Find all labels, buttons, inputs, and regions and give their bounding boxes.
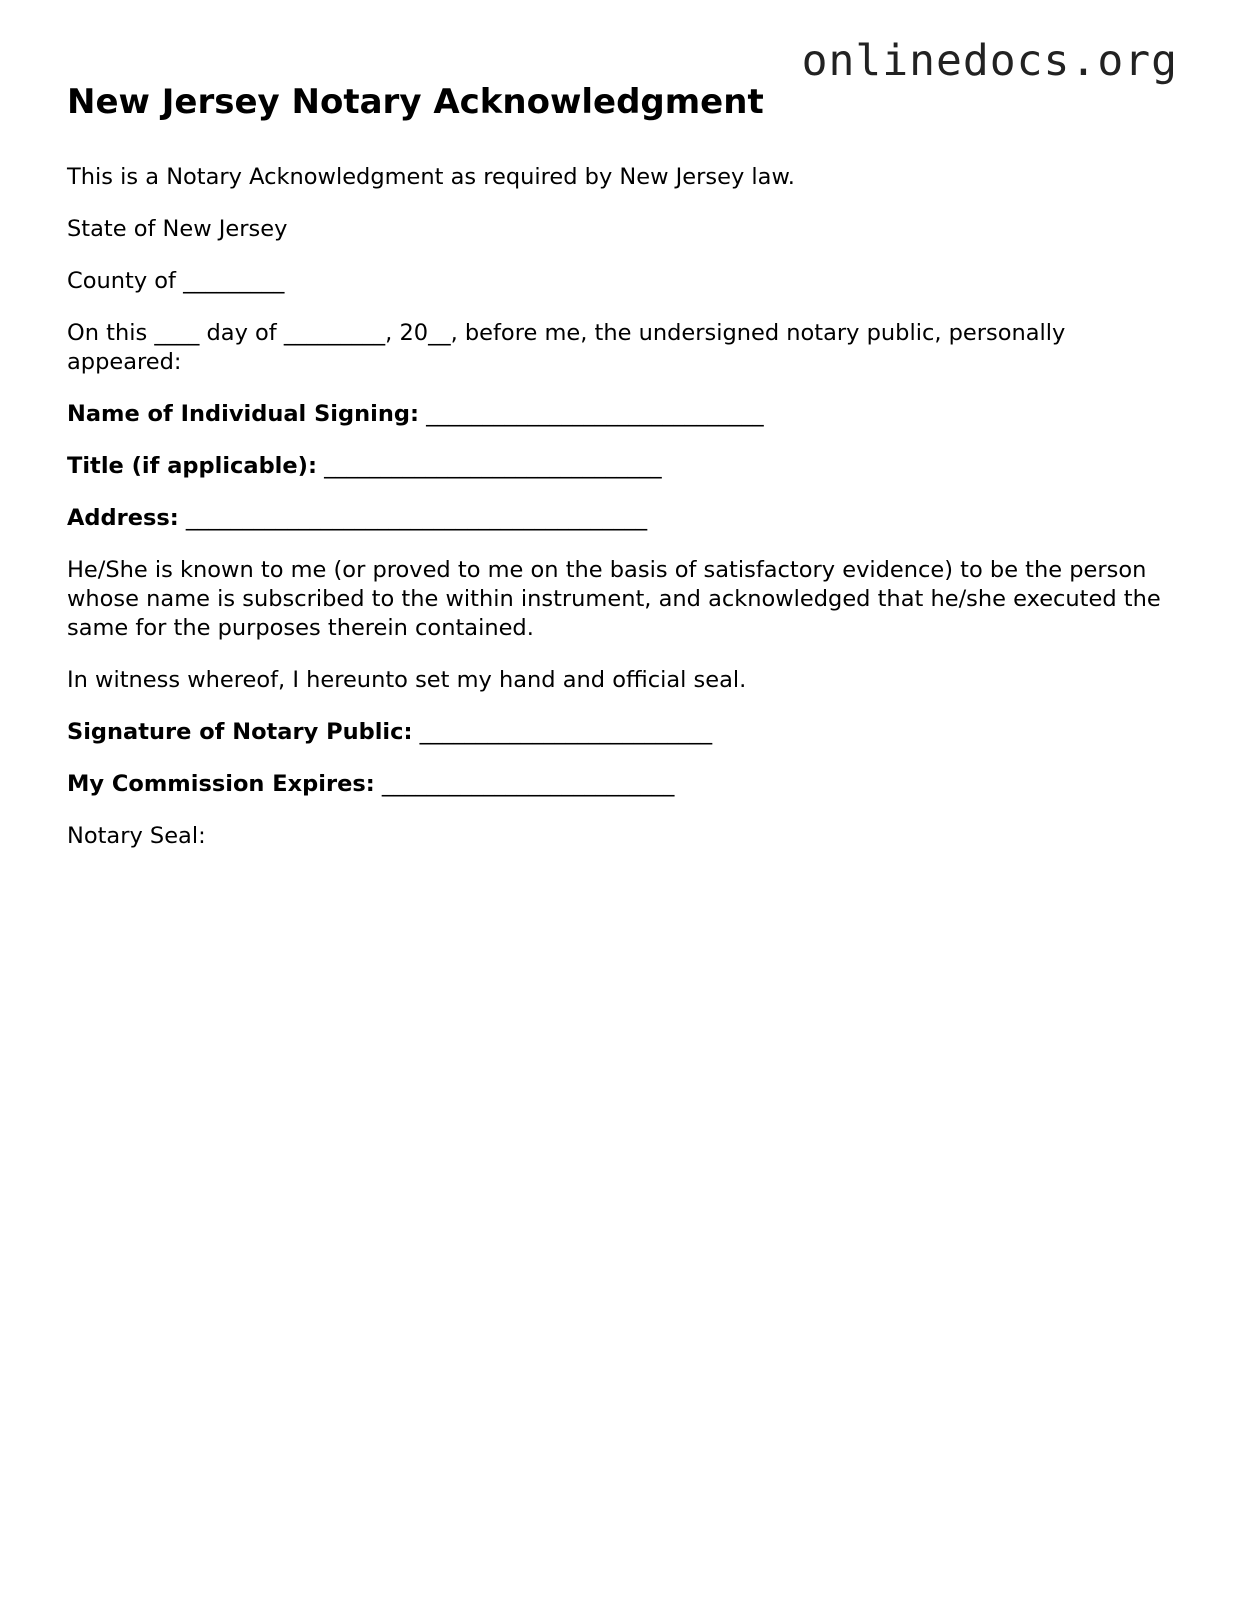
title-blank: ______________________________: [324, 452, 662, 479]
witness-text: In witness whereof, I hereunto set my hand and official seal.: [67, 666, 747, 693]
state-line: State of New Jersey: [67, 215, 288, 242]
day-blank: ____: [154, 319, 200, 346]
commission-blank: __________________________: [381, 770, 675, 797]
page-title: New Jersey Notary Acknowledgment: [67, 82, 764, 122]
appearance-line: [67, 319, 1177, 377]
notary-signature-line: [67, 718, 1177, 747]
address-field-line: [67, 504, 1177, 533]
notary-seal-label: Notary Seal:: [67, 822, 206, 849]
address-blank: _________________________________________: [185, 504, 648, 531]
name-blank: ______________________________: [426, 400, 764, 427]
month-blank: _________: [283, 319, 386, 346]
commission-line: [67, 770, 1177, 799]
name-field-line: [67, 400, 1177, 429]
document-body: [67, 82, 1177, 874]
statement-text: He/She is known to me (or proved to me on the basis of satisfactory evidence) to be the person whose name is subscribed to the within instrument, and acknowledged that he/she executed the same for the purposes therein contained.: [67, 556, 1161, 641]
appearance-text-1: On this: [67, 319, 148, 346]
notary-signature-label: Signature of Notary Public:: [67, 718, 413, 745]
name-label: Name of Individual Signing:: [67, 400, 419, 427]
county-line: [67, 267, 1177, 296]
appearance-text-2: day of: [206, 319, 277, 346]
intro-text: This is a Notary Acknowledgment as required by New Jersey law.: [67, 163, 795, 190]
county-label: County of: [67, 267, 176, 294]
appearance-text-3: , 20: [385, 319, 429, 346]
address-label: Address:: [67, 504, 179, 531]
appearance-text-4: , before me, the undersigned notary public, personally appeared:: [67, 319, 1066, 375]
commission-label: My Commission Expires:: [67, 770, 375, 797]
title-field-line: [67, 452, 1177, 481]
year-blank: __: [428, 319, 451, 346]
notary-signature-blank: __________________________: [419, 718, 713, 745]
watermark-logo: onlinedocs.org: [801, 36, 1178, 86]
county-blank: _________: [183, 267, 285, 294]
title-label: Title (if applicable):: [67, 452, 317, 479]
